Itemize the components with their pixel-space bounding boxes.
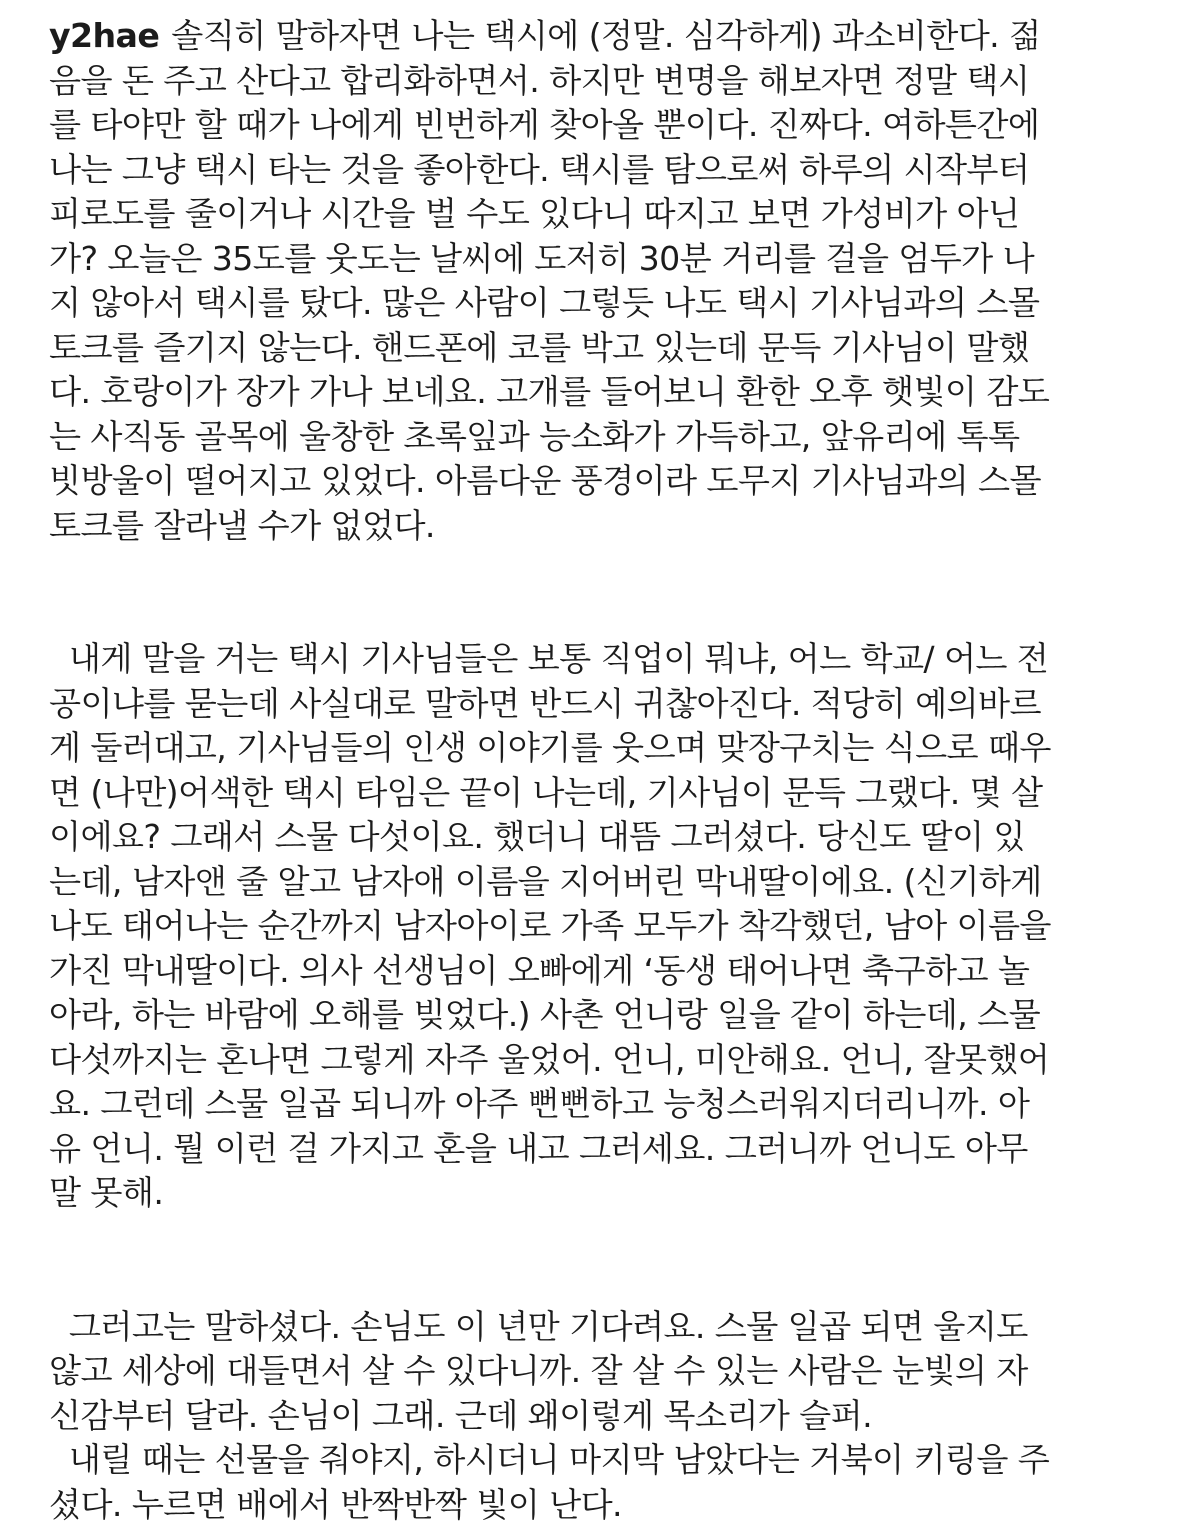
caption-line: 지 않아서 택시를 탔다. 많은 사람이 그렇듯 나도 택시 기사님과의 스몰 <box>49 281 1139 326</box>
username-link[interactable]: y2hae <box>49 16 159 55</box>
caption-line: 아라, 하는 바람에 오해를 빚었다.) 사촌 언니랑 일을 같이 하는데, 스물 <box>49 993 1139 1038</box>
caption-line: 이에요? 그래서 스물 다섯이요. 했더니 대뜸 그러셨다. 당신도 딸이 있 <box>49 815 1139 860</box>
caption-line: 를 타야만 할 때가 나에게 빈번하게 찾아올 뿐이다. 진짜다. 여하튼간에 <box>49 103 1139 148</box>
paragraph-spacer <box>49 593 1139 638</box>
caption-line <box>49 14 1139 59</box>
caption-line: 신감부터 달라. 손님이 그래. 근데 왜이렇게 목소리가 슬퍼. <box>49 1394 1139 1439</box>
caption-line: 요. 그런데 스물 일곱 되니까 아주 뻔뻔하고 능청스러워지더리니까. 아 <box>49 1082 1139 1127</box>
caption-line: 게 둘러대고, 기사님들의 인생 이야기를 웃으며 맞장구치는 식으로 때우 <box>49 726 1139 771</box>
caption-line: 다섯까지는 혼나면 그렇게 자주 울었어. 언니, 미안해요. 언니, 잘못했어 <box>49 1038 1139 1083</box>
caption-line: 가? 오늘은 35도를 웃도는 날씨에 도저히 30분 거리를 걸을 엄두가 나 <box>49 237 1139 282</box>
caption-line: 셨다. 누르면 배에서 반짝반짝 빛이 난다. <box>49 1483 1139 1527</box>
caption-line: 는데, 남자앤 줄 알고 남자애 이름을 지어버린 막내딸이에요. (신기하게 <box>49 860 1139 905</box>
paragraph-spacer <box>49 548 1139 593</box>
caption-line: 나도 태어나는 순간까지 남자아이로 가족 모두가 착각했던, 남아 이름을 <box>49 904 1139 949</box>
caption-line: 면 (나만)어색한 택시 타임은 끝이 나는데, 기사님이 문득 그랬다. 몇 살 <box>49 771 1139 816</box>
caption-text: 솔직히 말하자면 나는 택시에 (정말. 심각하게) 과소비한다. 젊 <box>171 16 1040 55</box>
caption-line: 다. 호랑이가 장가 가나 보네요. 고개를 들어보니 환한 오후 햇빛이 감도 <box>49 370 1139 415</box>
caption-line: 피로도를 줄이거나 시간을 벌 수도 있다니 따지고 보면 가성비가 아닌 <box>49 192 1139 237</box>
paragraph-spacer <box>49 1216 1139 1261</box>
caption-line: 말 못해. <box>49 1171 1139 1216</box>
caption-line: 공이냐를 묻는데 사실대로 말하면 반드시 귀찮아진다. 적당히 예의바르 <box>49 682 1139 727</box>
caption-line: 내게 말을 거는 택시 기사님들은 보통 직업이 뭐냐, 어느 학교/ 어느 전 <box>49 637 1139 682</box>
caption-line: 는 사직동 골목에 울창한 초록잎과 능소화가 가득하고, 앞유리에 톡톡 <box>49 415 1139 460</box>
caption-line: 토크를 잘라낼 수가 없었다. <box>49 504 1139 549</box>
caption-line: 그러고는 말하셨다. 손님도 이 년만 기다려요. 스물 일곱 되면 울지도 <box>49 1305 1139 1350</box>
caption-line: 내릴 때는 선물을 줘야지, 하시더니 마지막 남았다는 거북이 키링을 주 <box>49 1438 1139 1483</box>
caption-line: 가진 막내딸이다. 의사 선생님이 오빠에게 ‘동생 태어나면 축구하고 놀 <box>49 949 1139 994</box>
post-caption <box>49 14 1139 1527</box>
caption-line: 않고 세상에 대들면서 살 수 있다니까. 잘 살 수 있는 사람은 눈빛의 자 <box>49 1349 1139 1394</box>
caption-line: 토크를 즐기지 않는다. 핸드폰에 코를 박고 있는데 문득 기사님이 말했 <box>49 326 1139 371</box>
caption-line: 유 언니. 뭘 이런 걸 가지고 혼을 내고 그러세요. 그러니까 언니도 아무 <box>49 1127 1139 1172</box>
caption-line: 나는 그냥 택시 타는 것을 좋아한다. 택시를 탐으로써 하루의 시작부터 <box>49 148 1139 193</box>
paragraph-spacer <box>49 1260 1139 1305</box>
caption-line: 음을 돈 주고 산다고 합리화하면서. 하지만 변명을 해보자면 정말 택시 <box>49 59 1139 104</box>
caption-line: 빗방울이 떨어지고 있었다. 아름다운 풍경이라 도무지 기사님과의 스몰 <box>49 459 1139 504</box>
